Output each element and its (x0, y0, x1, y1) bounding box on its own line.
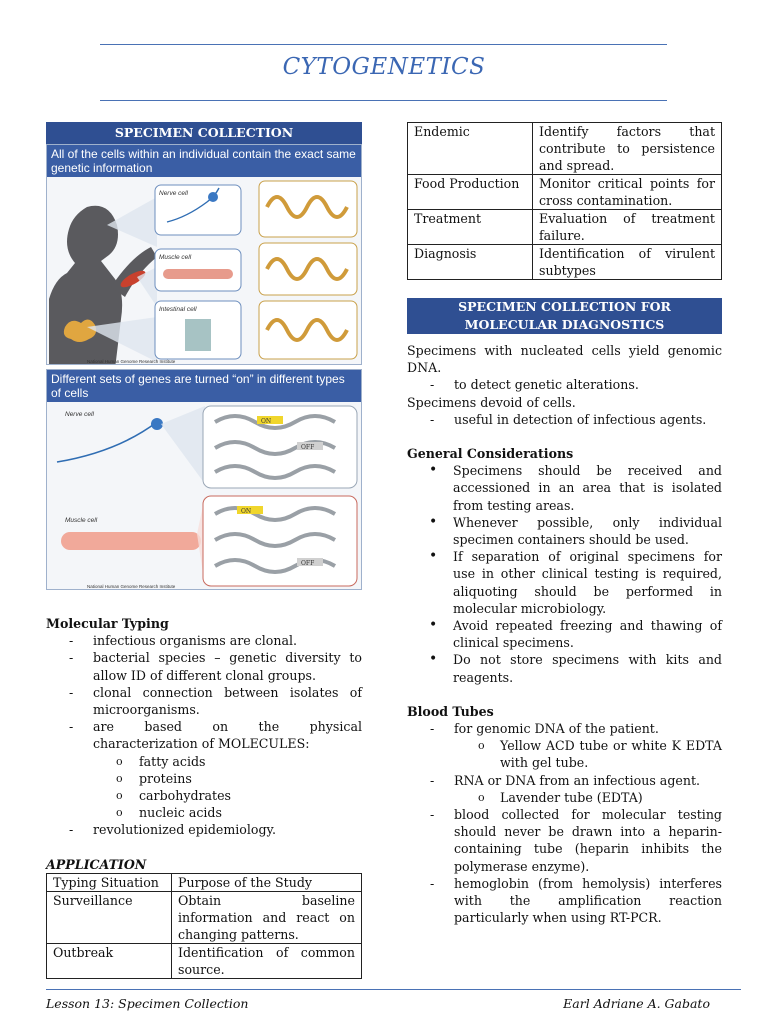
list-item: • Specimens should be received and accessioned in an area that is isolated from testing areas. (407, 462, 722, 514)
list-item (407, 720, 722, 772)
nerve-cell-label: Nerve cell (159, 190, 188, 197)
sub-list (454, 789, 722, 806)
table-cell: Food Production (408, 175, 533, 210)
nerve-on-label: ON (261, 418, 272, 425)
table-cell: Obtain baseline information and react on changing patterns. (172, 891, 362, 943)
table-cell: Monitor critical points for cross contamination. (533, 175, 722, 210)
list-item: - hemoglobin (from hemolysis) interferes with the amplification reaction particularly when using RT-PCR. (407, 875, 722, 927)
footer-lesson: Lesson 13: Specimen Collection (46, 996, 249, 1011)
table-row (408, 210, 722, 245)
list-item (407, 772, 722, 806)
list-item: - revolutionized epidemiology. (46, 821, 362, 838)
intestinal-cell-label: Intestinal cell (159, 306, 197, 313)
human-silhouette (49, 206, 122, 365)
specimen-collection-banner: SPECIMEN COLLECTION (46, 122, 362, 144)
sub-list (454, 737, 722, 771)
list-item: - are based on the physical characterization of MOLECULES: (46, 718, 362, 752)
list-item-text: for genomic DNA of the patient. (454, 721, 659, 737)
general-considerations-heading: General Considerations (407, 446, 574, 462)
table-cell: Evaluation of treatment failure. (533, 210, 722, 245)
table-row (47, 943, 362, 978)
table-row (408, 245, 722, 280)
nerve-off-label: OFF (301, 444, 315, 451)
table-cell: Identification of common source. (172, 943, 362, 978)
table-cell: Identification of virulent subtypes (533, 245, 722, 280)
list-item: - clonal connection between isolates of microorganisms. (46, 684, 362, 718)
list-item: o nucleic acids (46, 804, 362, 821)
table-cell: Surveillance (47, 891, 172, 943)
figure2-credit: National Human Genome Research Institute (87, 584, 176, 589)
list-item: • Avoid repeated freezing and thawing of clinical specimens. (407, 617, 722, 651)
list-item-text: RNA or DNA from an infectious agent. (454, 772, 701, 788)
footer-author: Earl Adriane A. Gabato (563, 996, 710, 1011)
nucleated-cells-list (407, 376, 722, 393)
nucleated-cells-paragraph: Specimens with nucleated cells yield genomic DNA. (407, 343, 722, 376)
table-cell: Diagnosis (408, 245, 533, 280)
blood-tubes-list (407, 720, 722, 926)
blood-tubes-heading: Blood Tubes (407, 703, 494, 719)
molecular-diagnostics-banner: SPECIMEN COLLECTION FOR MOLECULAR DIAGNOSTICS (407, 298, 722, 334)
table-row (408, 175, 722, 210)
molecular-typing-heading: Molecular Typing (46, 616, 169, 631)
title-rule-bottom (100, 100, 667, 101)
application-table-continued (407, 122, 722, 280)
figure-genes-turned-on (46, 369, 362, 590)
left-column (46, 122, 362, 979)
application-table (46, 873, 362, 979)
nerve-cell-label-2: Nerve cell (65, 411, 94, 418)
devoid-cells-paragraph: Specimens devoid of cells. (407, 394, 576, 410)
molecules-list (46, 753, 362, 822)
figure2-illustration (47, 402, 362, 590)
list-item: • Whenever possible, only individual specimen containers should be used. (407, 514, 722, 548)
molecular-typing-list (46, 632, 362, 752)
list-item: - blood collected for molecular testing should never be drawn into a heparin-containing tube (heparin inhibits the polymerase enzyme). (407, 806, 722, 875)
title-rule-top (100, 44, 667, 45)
figure2-caption: Different sets of genes are turned “on” in different types of cells (47, 370, 361, 402)
muscle-cell-label: Muscle cell (159, 254, 192, 261)
table-cell: Outbreak (47, 943, 172, 978)
table-cell: Identify factors that contribute to persistence and spread. (533, 123, 722, 175)
list-item: o carbohydrates (46, 787, 362, 804)
table-header-row (47, 873, 362, 891)
list-item: - bacterial species – genetic diversity to allow ID of different clonal groups. (46, 649, 362, 683)
figure1-credit: National Human Genome Research Institute (87, 359, 176, 364)
list-item: o fatty acids (46, 753, 362, 770)
table-header-cell: Purpose of the Study (172, 873, 362, 891)
muscle-cell-label-2: Muscle cell (65, 517, 98, 524)
general-considerations-list (407, 462, 722, 686)
muscle-on-label: ON (241, 508, 252, 515)
list-item: - to detect genetic alterations. (407, 376, 722, 393)
figure-cells-same-genes (46, 144, 362, 365)
muscle-off-label: OFF (301, 560, 315, 567)
molecular-typing-list-end (46, 821, 362, 838)
list-item: • If separation of original specimens for use in other clinical testing is required, aliquoting should be performed in molecular microbiology. (407, 548, 722, 617)
table-cell: Treatment (408, 210, 533, 245)
devoid-cells-list (407, 411, 722, 428)
list-item: - useful in detection of infectious agents. (407, 411, 722, 428)
figure1-caption: All of the cells within an individual contain the exact same genetic information (47, 145, 361, 177)
table-cell: Endemic (408, 123, 533, 175)
table-header-cell: Typing Situation (47, 873, 172, 891)
list-item: - infectious organisms are clonal. (46, 632, 362, 649)
list-item: o proteins (46, 770, 362, 787)
list-item: o Lavender tube (EDTA) (454, 789, 722, 806)
table-row (408, 123, 722, 175)
right-column (407, 122, 722, 927)
page-title: CYTOGENETICS (282, 54, 486, 80)
list-item: • Do not store specimens with kits and reagents. (407, 651, 722, 685)
footer-rule (46, 989, 741, 990)
list-item: o Yellow ACD tube or white K EDTA with gel tube. (454, 737, 722, 771)
application-heading: APPLICATION (46, 856, 147, 872)
figure1-illustration (47, 177, 362, 365)
table-row (47, 891, 362, 943)
